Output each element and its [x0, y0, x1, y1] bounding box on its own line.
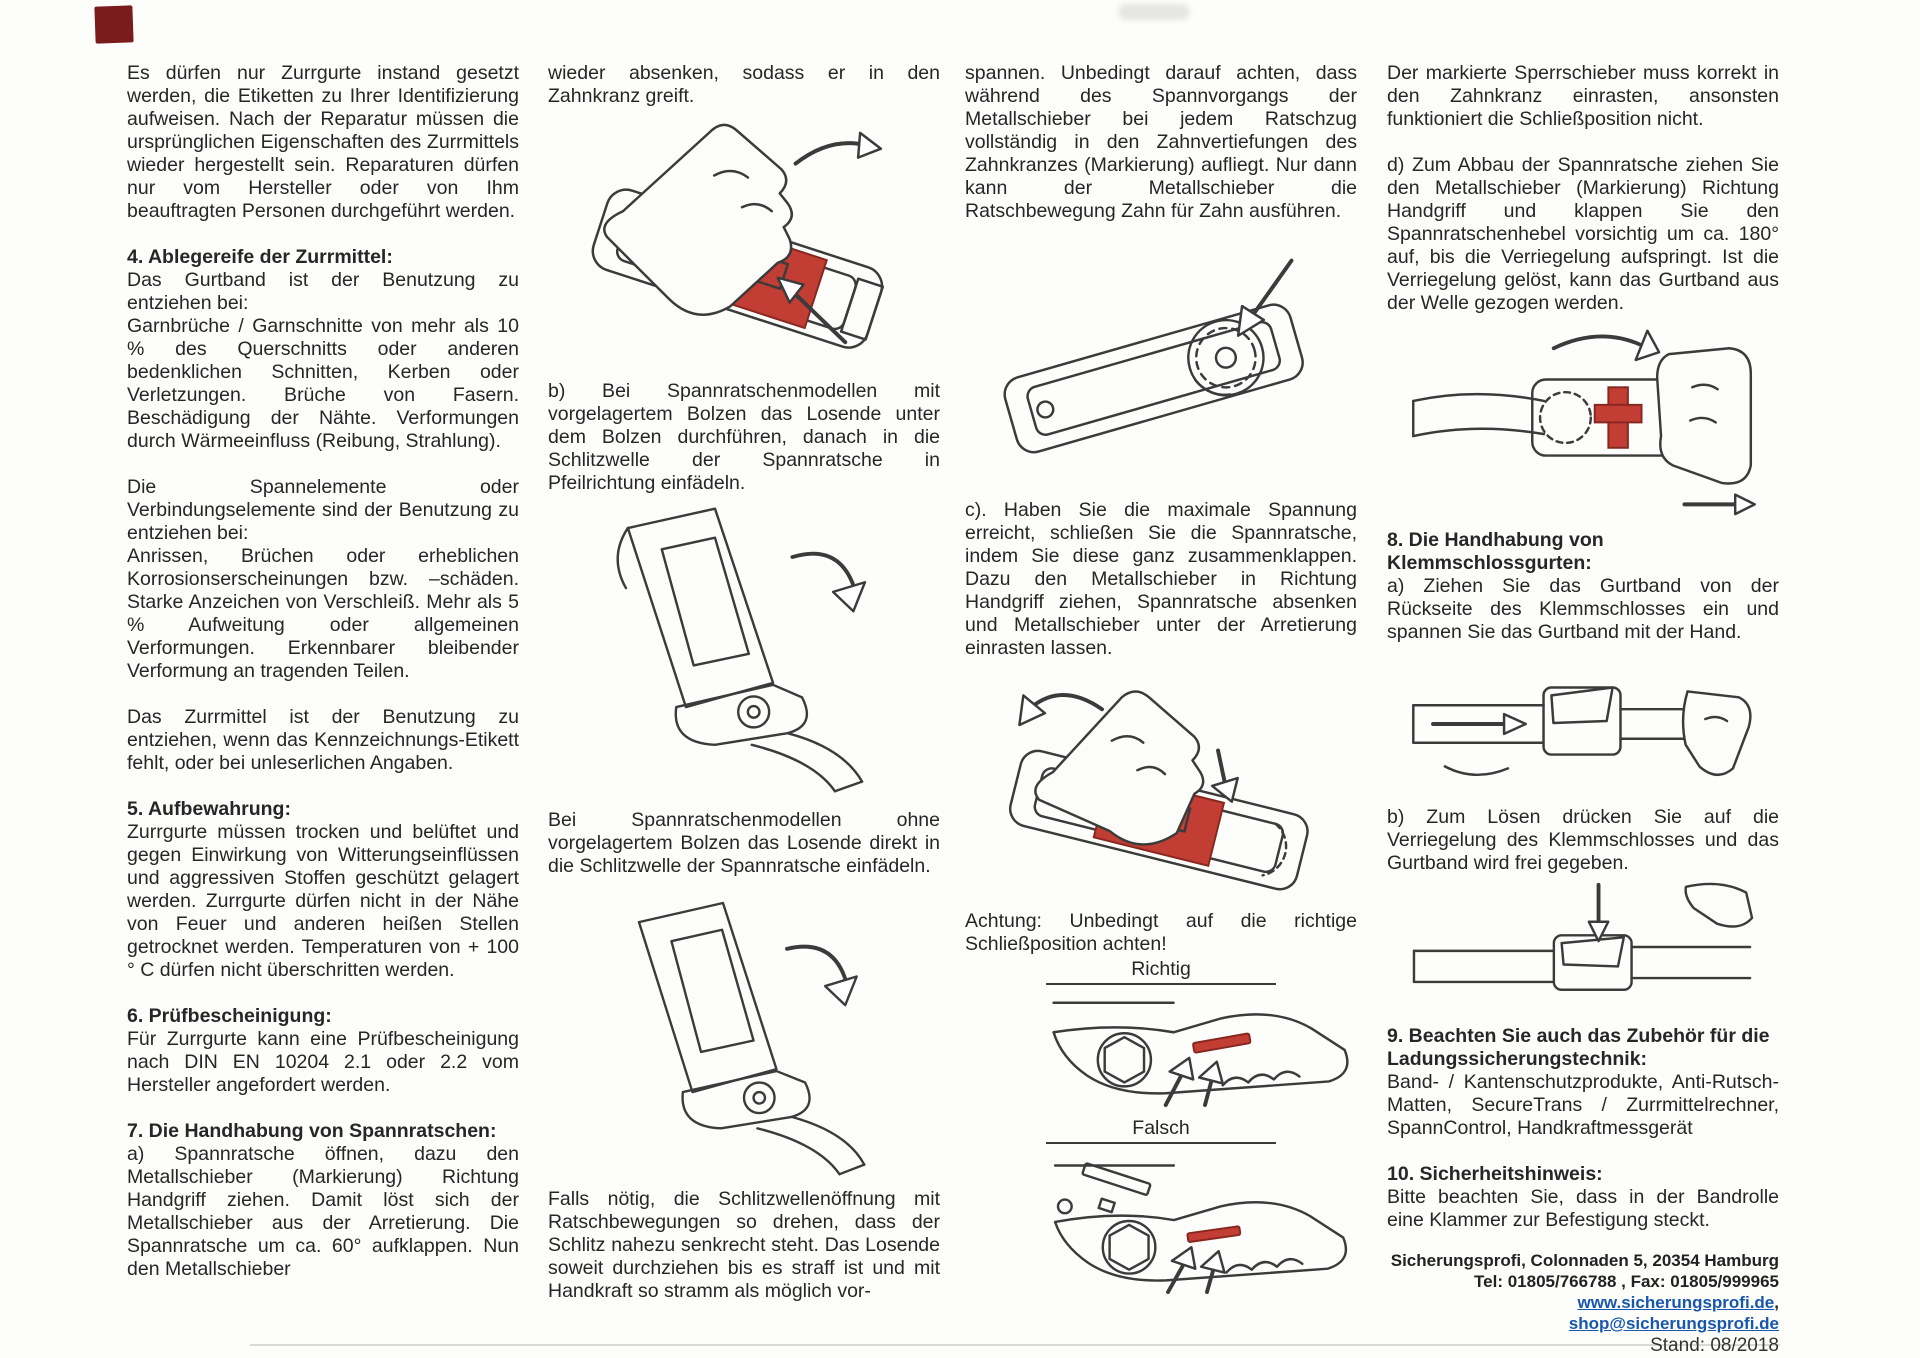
footer-link-separator: ,	[1774, 1293, 1779, 1312]
section-4-paragraph: Anrissen, Brüchen oder erheblichen Korrosionserscheinungen bzw. –schäden. Starke Anzeichen von Verschleiß. Mehr als 5 % Aufweitung oder allgemeinen Verformungen. Erkennbarer bleibender Verformung an tragenden Teilen.	[127, 545, 519, 682]
continuation-paragraph: wieder absenken, sodass er in den Zahnkranz greift.	[548, 62, 940, 107]
step-b-paragraph: b) Bei Spannratschenmodellen mit vorgelagertem Bolzen das Losende unter dem Bolzen durchführen, danach in die Schlitzwelle der Spannratsche in Pfeilrichtung einfädeln.	[548, 380, 940, 494]
hand-pressing-ratchet-illustration	[564, 112, 924, 370]
closed-ratchet-gear-arrow-illustration	[981, 227, 1341, 489]
warning-paragraph: Achtung: Unbedingt auf die richtige Schließposition achten!	[965, 910, 1357, 955]
intro-paragraph: Es dürfen nur Zurrgurte instand gesetzt werden, die Etiketten zu Ihrer Identifizierung aufweisen. Nach der Reparatur müssen die ursprünglichen Eigenschaften des Zurrmittels wieder hergestellt sein. Reparaturen dürfen nur vom Hersteller oder von Ihm beauftragten Personen durchgeführt werden.	[127, 62, 519, 222]
section-5-paragraph: Zurrgurte müssen trocken und belüftet und gegen Einwirkung von Witterungseinflüssen und aggressiven Stoffen geschützt gelagert werden. Zurrgurte dürfen nicht in der Nähe von Feuer und anderen heißen Stellen getrocknet werden. Temperaturen von + 100 ° C dürfen nicht überschritten werden.	[127, 821, 519, 981]
lock-correct-illustration	[1045, 989, 1365, 1107]
scan-smudge-artifact	[1118, 4, 1190, 20]
column-2	[548, 62, 940, 1303]
section-9-paragraph: Band- / Kantenschutzprodukte, Anti-Rutsch-Matten, SecureTrans / Zurrmittelrechner, SpannControl, Handkraftmessgerät	[1387, 1071, 1779, 1139]
section-4-heading: 4. Ablegereife der Zurrmittel:	[127, 246, 393, 268]
step-c-paragraph: c). Haben Sie die maximale Spannung erreicht, schließen Sie die Spannratsche, indem Sie diese ganz zusammenklappen. Dazu den Metallschieber in Richtung Handgriff ziehen, Spannratsche absenken und Metallschieber unter der Arretierung einrasten lassen.	[965, 499, 1357, 659]
section-4-paragraph: Das Gurtband ist der Benutzung zu entziehen bei:	[127, 269, 519, 314]
section-8-heading: 8. Die Handhabung von Klemmschlossgurten:	[1387, 529, 1604, 574]
section-4-paragraph: Die Spannelemente oder Verbindungselemente sind der Benutzung zu entziehen bei:	[127, 476, 519, 544]
slider-note-paragraph: Der markierte Sperrschieber muss korrekt in den Zahnkranz einrasten, ansonsten funktioniert die Schließposition nicht.	[1387, 62, 1779, 130]
ratchet-thread-strap-direct-illustration	[564, 882, 924, 1178]
section-4-paragraph: Garnbrüche / Garnschnitte von mehr als 10 % des Querschnitts oder anderen bedenklichen Schnitten, Kerben oder Verletzungen. Brüche von Fasern. Beschädigung der Nähte. Verformungen durch Wärmeeinfluss (Reibung, Strahlung).	[127, 315, 519, 452]
label-correct: Richtig	[1046, 958, 1276, 985]
tension-paragraph: spannen. Unbedingt darauf achten, dass während des Spannvorgangs der Metallschieber bei jedem Ratschzug vollständig in den Zahnvertiefungen des Zahnkranzes (Markierung) aufliegt. Nur dann kann der Metallschieber die Ratschbewegung Zahn für Zahn ausführen.	[965, 62, 1357, 222]
section-4-paragraph: Das Zurrmittel ist der Benutzung zu entziehen, wenn das Kennzeichnungs-Etikett fehlt, oder bei unleserlichen Angaben.	[127, 706, 519, 774]
column-4	[1387, 62, 1779, 1358]
red-corner-stamp	[94, 5, 133, 43]
footer-revision-date: Stand: 08/2018	[1650, 1335, 1779, 1356]
section-8b-paragraph: b) Zum Lösen drücken Sie auf die Verriegelung des Klemmschlosses und das Gurtband wird frei gegeben.	[1387, 806, 1779, 874]
footer-website-link[interactable]: www.sicherungsprofi.de	[1577, 1293, 1775, 1312]
step-b2-paragraph: Bei Spannratschenmodellen ohne vorgelagertem Bolzen das Losende direkt in die Schlitzwelle der Spannratsche einfädeln.	[548, 809, 940, 877]
column-1	[127, 62, 519, 1281]
section-5-heading: 5. Aufbewahrung:	[127, 798, 291, 820]
step-d-paragraph: d) Zum Abbau der Spannratsche ziehen Sie den Metallschieber (Markierung) Richtung Handgriff und klappen Sie den Spannratschenhebel vorsichtig um ca. 180° auf, bis die Verriegelung aufspringt. Ist die Verriegelung gelöst, kann das Gurtband aus der Welle gezogen werden.	[1387, 154, 1779, 314]
hand-closing-ratchet-illustration	[981, 664, 1341, 900]
footer-shop-email-link[interactable]: shop@sicherungsprofi.de	[1568, 1314, 1779, 1333]
section-8a-paragraph: a) Ziehen Sie das Gurtband von der Rückseite des Klemmschlosses ein und spannen Sie das Gurtband mit der Hand.	[1387, 575, 1779, 643]
section-10-heading: 10. Sicherheitshinweis:	[1387, 1163, 1603, 1185]
section-6-paragraph: Für Zurrgurte kann eine Prüfbescheinigung nach DIN EN 10204 2.1 oder 2.2 vom Hersteller angefordert werden.	[127, 1028, 519, 1096]
footer-phone-fax: Tel: 01805/766788 , Fax: 01805/999965	[1474, 1272, 1779, 1291]
cam-buckle-press-illustration	[1403, 879, 1763, 1015]
cam-buckle-threading-illustration	[1403, 648, 1763, 796]
column-3	[965, 62, 1357, 1304]
tighten-paragraph: Falls nötig, die Schlitzwellenöffnung mit Ratschbewegungen so drehen, dass der Schlitz nahezu senkrecht steht. Das Losende soweit durchziehen bis es straff ist und mit Handkraft so stramm als möglich vor-	[548, 1188, 940, 1302]
section-7-paragraph: a) Spannratsche öffnen, dazu den Metallschieber (Markierung) Richtung Handgriff ziehen. Damit löst sich der Metallschieber aus der Arretierung. Die Spannratsche um ca. 60° aufklappen. Nun den Metallschieber	[127, 1143, 519, 1280]
section-9-heading: 9. Beachten Sie auch das Zubehör für die Ladungssicherungstechnik:	[1387, 1025, 1770, 1070]
label-wrong: Falsch	[1046, 1117, 1276, 1144]
section-6-heading: 6. Prüfbescheinigung:	[127, 1005, 332, 1027]
section-10-paragraph: Bitte beachten Sie, dass in der Bandrolle eine Klammer zur Befestigung steckt.	[1387, 1186, 1779, 1231]
section-7-heading: 7. Die Handhabung von Spannratschen:	[127, 1120, 497, 1142]
ratchet-thread-strap-bolt-illustration	[564, 499, 924, 799]
lock-wrong-illustration	[1045, 1148, 1365, 1294]
footer-address: Sicherungsprofi, Colonnaden 5, 20354 Hamburg	[1390, 1251, 1779, 1270]
ratchet-release-strap-illustration	[1403, 319, 1763, 519]
footer-contact-block	[1387, 1250, 1779, 1358]
